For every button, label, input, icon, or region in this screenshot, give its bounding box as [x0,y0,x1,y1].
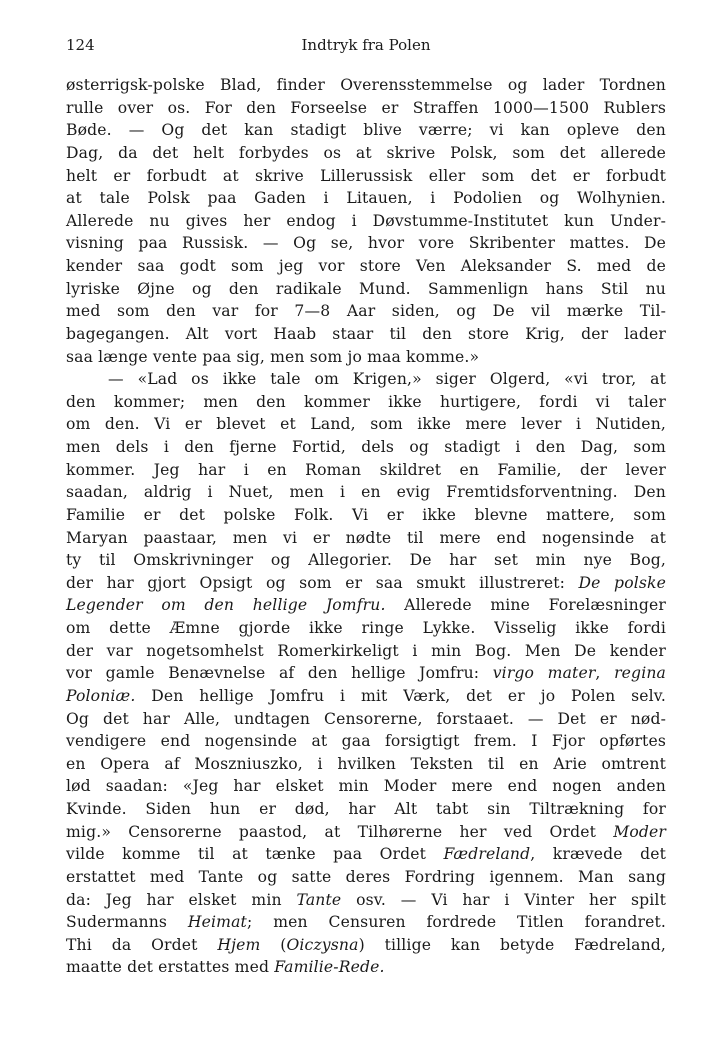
italic-latin-term: regina [614,664,666,683]
text-span: , [595,664,615,683]
text-line: en Opera af Moszniuszko, i hvilken Teksten til en Arie omtrent [66,754,666,773]
italic-play-title: Heimat [187,913,247,932]
text-line: ty til Omskrivninger og Allegorier. De har set min nye Bog, [66,551,666,570]
text-line: saadan, aldrig i Nuet, men i en evig Fremtidsforventning. Den [66,483,666,502]
text-line: Dag, da det helt forbydes os at skrive Polsk, som det allerede [66,143,666,162]
text-line: kommer. Jeg har i en Roman skildret en Familie, der lever [66,460,666,479]
text-line: vendigere end nogensinde at gaa forsigtigt frem. I Fjor opførtes [66,732,666,751]
text-span: Thi da Ordet [66,935,218,954]
text-line [66,934,666,957]
text-line [66,889,666,912]
text-line [66,685,666,708]
text-line [66,368,666,391]
text-line [66,594,666,617]
text-line: om dette Æmne gjorde ikke ringe Lykke. Visselig ikke fordi [66,619,666,637]
text-line: om den. Vi er blevet et Land, som ikke mere lever i Nutiden, [66,415,666,434]
page-number: 124 [66,36,95,54]
text-line [66,662,666,685]
text-line [66,911,666,934]
text-line: Familie er det polske Folk. Vi er ikke blevne mattere, som [66,505,666,524]
text-span: vor gamle Benævnelse af den hellige Jomfru: [66,664,493,683]
text-line: erstattet med Tante og satte deres Fordring igennem. Man sang [66,867,666,886]
text-line: helt er forbudt at skrive Lillerussisk eller som det er forbudt [66,166,666,185]
text-span: maatte det erstattes med [66,958,275,977]
text-line: saa længe vente paa sig, men som jo maa komme.» [66,347,480,366]
text-line: lyriske Øjne og den radikale Mund. Sammenlign hans Stil nu [66,279,666,298]
text-span: mig.» Censorerne paastod, at Tilhørerne her ved Ordet [66,822,614,841]
text-line: Maryan paastaar, men vi er nødte til mere end nogensinde at [66,528,666,547]
text-line: østerrigsk-polske Blad, finder Overensstemmelse og lader Tordnen [66,76,666,94]
text-span: der har gjort Opsigt og som er saa smukt illustreret: [66,573,579,592]
text-span: ( [260,935,287,954]
text-line [66,572,666,595]
text-span: Allerede mine Forelæsninger [385,596,666,615]
running-title: Indtryk fra Polen [301,36,431,54]
text-span: osv. — Vi har i Vinter her spilt [341,890,666,909]
text-line: men dels i den fjerne Fortid, dels og stadigt i den Dag, som [66,438,666,456]
italic-latin-term: virgo mater [492,664,596,683]
text-span: Sudermanns [66,913,188,932]
text-line: Kvinde. Siden hun er død, har Alt tabt sin Tiltrækning for [66,800,666,818]
text-line: rulle over os. For den Forseelse er Straffen 1000—1500 Rublers [66,98,666,117]
text-line: Allerede nu gives her endog i Døvstumme-Institutet kun Under- [66,211,666,230]
text-line: visning paa Russisk. — Og se, hvor vore Skribenter mattes. De [66,234,666,253]
text-span: — «Lad os ikke tale om Krigen,» siger Olgerd, «vi tror, at [108,370,666,389]
text-span: ) tillige kan betyde Fædreland, [358,935,667,954]
text-line: Og det har Alle, undtagen Censorerne, forstaaet. — Det er nød- [66,709,666,728]
body-text [66,74,666,979]
text-line: der var nogetsomhelst Romerkirkeligt i min Bog. Men De kender [66,641,666,660]
text-line: at tale Polsk paa Gaden i Litauen, i Podolien og Wolhynien. [66,189,666,208]
text-line: Bøde. — Og det kan stadigt blive værre; vi kan opleve den [66,121,666,140]
italic-word: Familie-Rede. [274,958,385,977]
italic-word: Moder [613,822,666,841]
text-line [66,821,666,844]
text-line [66,843,666,866]
italic-latin-term: Poloniæ. [66,686,136,705]
italic-word: Oiczysna [286,935,359,954]
text-line: med som den var for 7—8 Aar siden, og De vil mærke Til- [66,302,666,321]
text-span: da: Jeg har elsket min [66,890,297,909]
text-span: ; men Censuren fordrede Titlen forandret. [246,913,667,932]
italic-word: Tante [296,890,342,909]
text-span: , krævede det [530,845,666,864]
italic-book-title: De polske [578,573,666,592]
italic-word: Fædreland [443,845,531,864]
text-span: Den hellige Jomfru i mit Værk, det er jo Polen selv. [135,686,666,705]
book-page [66,34,666,979]
text-line: kender saa godt som jeg vor store Ven Aleksander S. med de [66,257,666,275]
text-line: bagegangen. Alt vort Haab staar til den store Krig, der lader [66,324,666,343]
text-line: den kommer; men den kommer ikke hurtigere, fordi vi taler [66,392,666,411]
text-line [66,956,666,979]
italic-word: Hjem [217,935,261,954]
text-span: vilde komme til at tænke paa Ordet [66,845,444,864]
text-line: lød saadan: «Jeg har elsket min Moder mere end nogen anden [66,777,666,796]
italic-book-title: Legender om den hellige Jomfru. [66,596,386,615]
page-header [66,34,666,58]
